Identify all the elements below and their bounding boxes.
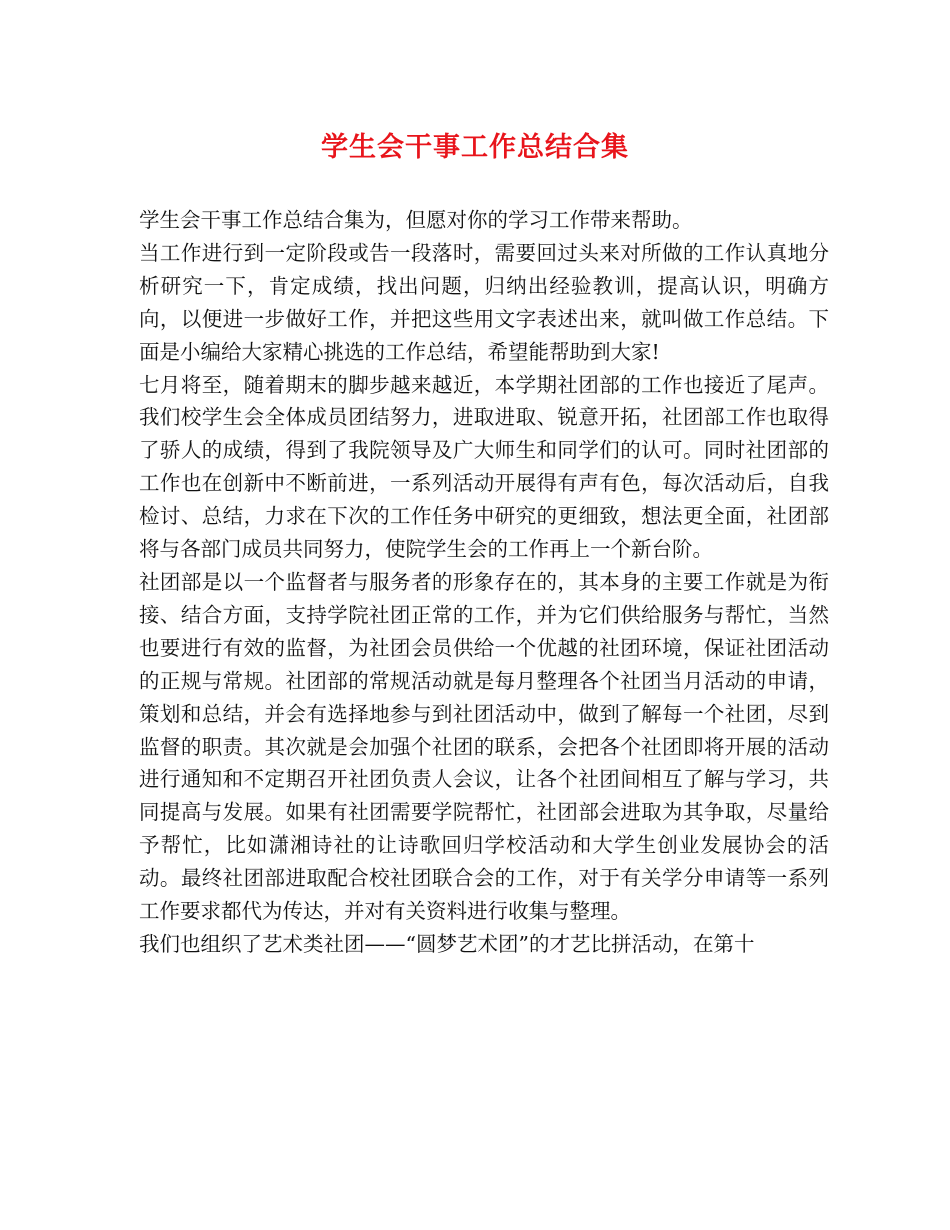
paragraph-intro: 学生会干事工作总结合集为，但愿对你的学习工作带来帮助。 xyxy=(139,208,693,232)
paragraph-activities: 我们也组织了艺术类社团——“圆梦艺术团”的才艺比拼活动，在第十 xyxy=(139,931,755,956)
document-body xyxy=(139,204,829,961)
paragraph-role: 社团部是以一个监督者与服务者的形象存在的，其本身的主要工作就是为衔接、结合方面，支持学院社团正常的工作，并为它们供给服务与帮忙，当然也要进行有效的监督，为社团会员供给一个优越的社团环境，保证社团活动的正规与常规。社团部的常规活动就是每月整理各个社团当月活动的申请，策划和总结，并会有选择地参与到社团活动中，做到了解每一个社团，尽到监督的职责。其次就是会加强个社团的联系，会把各个社团即将开展的活动进行通知和不定期召开社团负责人会议，让各个社团间相互了解与学习，共同提高与发展。如果有社团需要学院帮忙，社团部会进取为其争取，尽量给予帮忙，比如潇湘诗社的让诗歌回归学校活动和大学生创业发展协会的活动。最终社团部进取配合校社团联合会的工作，对于有关学分申请等一系列工作要求都代为传达，并对有关资料进行收集与整理。 xyxy=(139,569,829,924)
document-title: 学生会干事工作总结合集 xyxy=(321,132,629,163)
paragraph-definition: 当工作进行到一定阶段或告一段落时，需要回过头来对所做的工作认真地分析研究一下，肯定成绩，找出问题，归纳出经验教训，提高认识，明确方向，以便进一步做好工作，并把这些用文字表述出来，就叫做工作总结。下面是小编给大家精心挑选的工作总结，希望能帮助到大家! xyxy=(139,240,829,364)
paragraph-semester: 七月将至，随着期末的脚步越来越近，本学期社团部的工作也接近了尾声。我们校学生会全体成员团结努力，进取进取、锐意开拓，社团部工作也取得了骄人的成绩，得到了我院领导及广大师生和同学们的认可。同时社团部的工作也在创新中不断前进，一系列活动开展得有声有色，每次活动后，自我检讨、总结，力求在下次的工作任务中研究的更细致，想法更全面，社团部将与各部门成员共同努力，使院学生会的工作再上一个新台阶。 xyxy=(139,372,829,562)
